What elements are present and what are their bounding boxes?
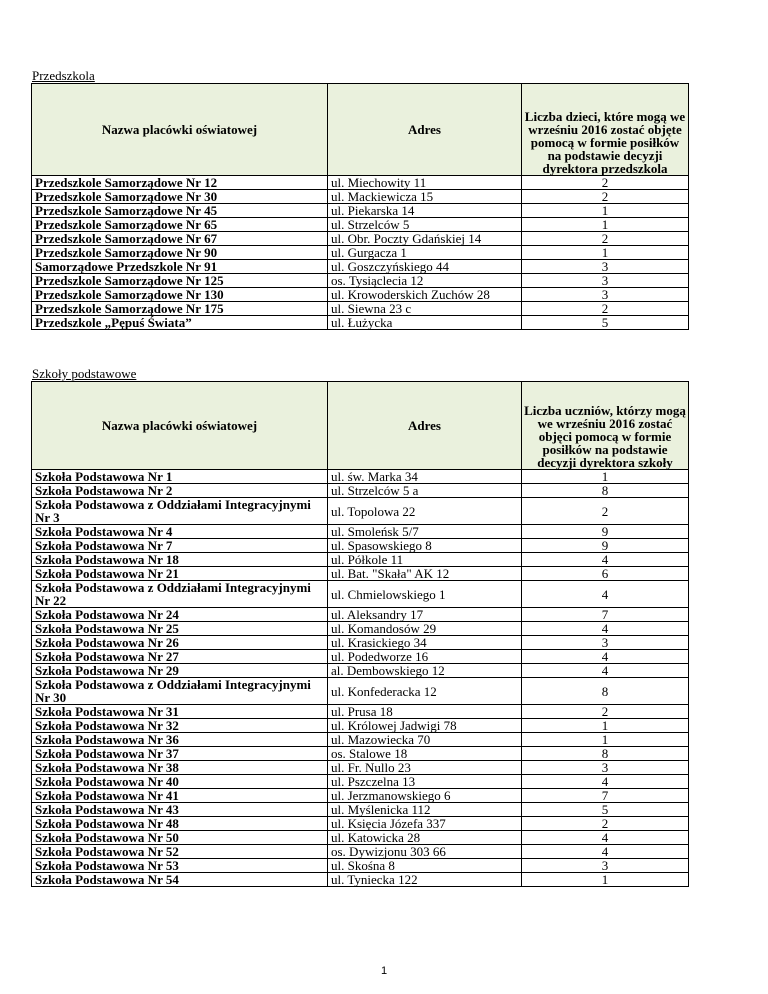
school-name-cell: Przedszkole Samorządowe Nr 90 bbox=[32, 246, 328, 260]
school-name-cell: Szkoła Podstawowa Nr 27 bbox=[32, 650, 328, 664]
address-cell: os. Tysiąclecia 12 bbox=[328, 274, 522, 288]
count-cell: 1 bbox=[522, 733, 689, 747]
school-name-cell: Przedszkole Samorządowe Nr 12 bbox=[32, 176, 328, 190]
count-cell: 3 bbox=[522, 260, 689, 274]
school-name-cell: Szkoła Podstawowa Nr 50 bbox=[32, 831, 328, 845]
table-row bbox=[32, 664, 689, 678]
table-row bbox=[32, 218, 689, 232]
count-cell: 5 bbox=[522, 316, 689, 330]
address-cell: ul. Piekarska 14 bbox=[328, 204, 522, 218]
address-cell: ul. Mazowiecka 70 bbox=[328, 733, 522, 747]
address-cell: ul. Fr. Nullo 23 bbox=[328, 761, 522, 775]
address-cell: ul. św. Marka 34 bbox=[328, 470, 522, 484]
address-cell: ul. Komandosów 29 bbox=[328, 622, 522, 636]
address-cell: os. Stalowe 18 bbox=[328, 747, 522, 761]
address-cell: ul. Myślenicka 112 bbox=[328, 803, 522, 817]
count-cell: 3 bbox=[522, 636, 689, 650]
count-cell: 4 bbox=[522, 553, 689, 567]
table-row bbox=[32, 176, 689, 190]
school-name-cell: Szkoła Podstawowa Nr 40 bbox=[32, 775, 328, 789]
column-header-address: Adres bbox=[328, 382, 522, 470]
table-row bbox=[32, 525, 689, 539]
address-cell: ul. Pszczelna 13 bbox=[328, 775, 522, 789]
table-row bbox=[32, 260, 689, 274]
school-name-cell: Przedszkole Samorządowe Nr 130 bbox=[32, 288, 328, 302]
address-cell: ul. Podedworze 16 bbox=[328, 650, 522, 664]
count-cell: 4 bbox=[522, 650, 689, 664]
count-cell: 3 bbox=[522, 761, 689, 775]
address-cell: ul. Krasickiego 34 bbox=[328, 636, 522, 650]
address-cell: ul. Królowej Jadwigi 78 bbox=[328, 719, 522, 733]
school-name-cell: Szkoła Podstawowa Nr 36 bbox=[32, 733, 328, 747]
table-row bbox=[32, 789, 689, 803]
count-cell: 8 bbox=[522, 484, 689, 498]
school-name-cell: Przedszkole Samorządowe Nr 30 bbox=[32, 190, 328, 204]
address-cell: ul. Spasowskiego 8 bbox=[328, 539, 522, 553]
school-name-cell: Szkoła Podstawowa Nr 43 bbox=[32, 803, 328, 817]
table-row bbox=[32, 803, 689, 817]
school-name-cell: Szkoła Podstawowa Nr 25 bbox=[32, 622, 328, 636]
table-row bbox=[32, 567, 689, 581]
school-name-cell: Szkoła Podstawowa Nr 38 bbox=[32, 761, 328, 775]
address-cell: ul. Bat. "Skała" AK 12 bbox=[328, 567, 522, 581]
primary-school-table bbox=[31, 381, 689, 887]
table-row bbox=[32, 302, 689, 316]
address-cell: ul. Jerzmanowskiego 6 bbox=[328, 789, 522, 803]
table-row bbox=[32, 859, 689, 873]
section-title-przedszkola: Przedszkola bbox=[32, 68, 95, 83]
table-row bbox=[32, 288, 689, 302]
school-name-cell: Szkoła Podstawowa Nr 4 bbox=[32, 525, 328, 539]
count-cell: 4 bbox=[522, 831, 689, 845]
address-cell: ul. Aleksandry 17 bbox=[328, 608, 522, 622]
count-cell: 8 bbox=[522, 678, 689, 705]
table-row bbox=[32, 733, 689, 747]
table-row bbox=[32, 622, 689, 636]
count-cell: 4 bbox=[522, 622, 689, 636]
count-cell: 7 bbox=[522, 608, 689, 622]
address-cell: ul. Siewna 23 c bbox=[328, 302, 522, 316]
school-name-cell: Szkoła Podstawowa z Oddziałami Integracyjnymi Nr 3 bbox=[32, 498, 328, 525]
count-cell: 9 bbox=[522, 539, 689, 553]
count-cell: 7 bbox=[522, 789, 689, 803]
address-cell: ul. Strzelców 5 a bbox=[328, 484, 522, 498]
count-cell: 4 bbox=[522, 664, 689, 678]
count-cell: 2 bbox=[522, 705, 689, 719]
table-row bbox=[32, 705, 689, 719]
address-cell: ul. Obr. Poczty Gdańskiej 14 bbox=[328, 232, 522, 246]
count-cell: 6 bbox=[522, 567, 689, 581]
school-name-cell: Szkoła Podstawowa Nr 1 bbox=[32, 470, 328, 484]
school-name-cell: Szkoła Podstawowa Nr 32 bbox=[32, 719, 328, 733]
address-cell: ul. Topolowa 22 bbox=[328, 498, 522, 525]
count-cell: 1 bbox=[522, 470, 689, 484]
table-row bbox=[32, 470, 689, 484]
table-row bbox=[32, 581, 689, 608]
count-cell: 2 bbox=[522, 817, 689, 831]
school-name-cell: Szkoła Podstawowa Nr 26 bbox=[32, 636, 328, 650]
address-cell: ul. Gurgacza 1 bbox=[328, 246, 522, 260]
address-cell: al. Dembowskiego 12 bbox=[328, 664, 522, 678]
table-row bbox=[32, 553, 689, 567]
table-row bbox=[32, 636, 689, 650]
school-name-cell: Przedszkole Samorządowe Nr 65 bbox=[32, 218, 328, 232]
column-header-address: Adres bbox=[328, 84, 522, 176]
column-header-name: Nazwa placówki oświatowej bbox=[32, 382, 328, 470]
school-name-cell: Przedszkole Samorządowe Nr 67 bbox=[32, 232, 328, 246]
school-name-cell: Szkoła Podstawowa z Oddziałami Integracyjnymi Nr 22 bbox=[32, 581, 328, 608]
kindergarten-table bbox=[31, 83, 689, 330]
table-row bbox=[32, 761, 689, 775]
table-row bbox=[32, 873, 689, 887]
count-cell: 1 bbox=[522, 719, 689, 733]
address-cell: ul. Półkole 11 bbox=[328, 553, 522, 567]
kindergarten-rows bbox=[32, 176, 689, 330]
table-row bbox=[32, 817, 689, 831]
address-cell: ul. Goszczyńskiego 44 bbox=[328, 260, 522, 274]
table-row bbox=[32, 747, 689, 761]
column-header-name: Nazwa placówki oświatowej bbox=[32, 84, 328, 176]
address-cell: ul. Tyniecka 122 bbox=[328, 873, 522, 887]
school-name-cell: Szkoła Podstawowa Nr 37 bbox=[32, 747, 328, 761]
school-name-cell: Przedszkole Samorządowe Nr 45 bbox=[32, 204, 328, 218]
address-cell: ul. Strzelców 5 bbox=[328, 218, 522, 232]
table-row bbox=[32, 719, 689, 733]
primary-school-rows bbox=[32, 470, 689, 887]
table-row bbox=[32, 831, 689, 845]
address-cell: ul. Mackiewicza 15 bbox=[328, 190, 522, 204]
count-cell: 9 bbox=[522, 525, 689, 539]
table-row bbox=[32, 498, 689, 525]
table-row bbox=[32, 232, 689, 246]
school-name-cell: Szkoła Podstawowa Nr 18 bbox=[32, 553, 328, 567]
count-cell: 1 bbox=[522, 218, 689, 232]
address-cell: ul. Prusa 18 bbox=[328, 705, 522, 719]
table-row bbox=[32, 775, 689, 789]
school-name-cell: Szkoła Podstawowa Nr 31 bbox=[32, 705, 328, 719]
school-name-cell: Szkoła Podstawowa Nr 52 bbox=[32, 845, 328, 859]
school-name-cell: Przedszkole Samorządowe Nr 175 bbox=[32, 302, 328, 316]
table-row bbox=[32, 845, 689, 859]
count-cell: 4 bbox=[522, 775, 689, 789]
count-cell: 2 bbox=[522, 190, 689, 204]
table-row bbox=[32, 190, 689, 204]
column-header-count: Liczba uczniów, którzy mogą we wrześniu 2016 zostać objęci pomocą w formie posiłków na podstawie decyzji dyrektora szkoły bbox=[522, 382, 689, 470]
count-cell: 5 bbox=[522, 803, 689, 817]
address-cell: ul. Smoleńsk 5/7 bbox=[328, 525, 522, 539]
count-cell: 2 bbox=[522, 302, 689, 316]
table-row bbox=[32, 246, 689, 260]
address-cell: os. Dywizjonu 303 66 bbox=[328, 845, 522, 859]
table-row bbox=[32, 678, 689, 705]
address-cell: ul. Katowicka 28 bbox=[328, 831, 522, 845]
school-name-cell: Szkoła Podstawowa Nr 29 bbox=[32, 664, 328, 678]
school-name-cell: Szkoła Podstawowa Nr 21 bbox=[32, 567, 328, 581]
school-name-cell: Przedszkole „Pępuś Świata” bbox=[32, 316, 328, 330]
table-row bbox=[32, 539, 689, 553]
count-cell: 1 bbox=[522, 246, 689, 260]
count-cell: 2 bbox=[522, 498, 689, 525]
address-cell: ul. Łużycka bbox=[328, 316, 522, 330]
school-name-cell: Szkoła Podstawowa Nr 7 bbox=[32, 539, 328, 553]
count-cell: 8 bbox=[522, 747, 689, 761]
count-cell: 3 bbox=[522, 288, 689, 302]
school-name-cell: Szkoła Podstawowa Nr 53 bbox=[32, 859, 328, 873]
count-cell: 4 bbox=[522, 581, 689, 608]
count-cell: 3 bbox=[522, 274, 689, 288]
count-cell: 4 bbox=[522, 845, 689, 859]
school-name-cell: Przedszkole Samorządowe Nr 125 bbox=[32, 274, 328, 288]
address-cell: ul. Konfederacka 12 bbox=[328, 678, 522, 705]
section-title-szkoly-podstawowe: Szkoły podstawowe bbox=[32, 366, 137, 381]
school-name-cell: Szkoła Podstawowa z Oddziałami Integracyjnymi Nr 30 bbox=[32, 678, 328, 705]
count-cell: 2 bbox=[522, 232, 689, 246]
count-cell: 1 bbox=[522, 873, 689, 887]
school-name-cell: Szkoła Podstawowa Nr 41 bbox=[32, 789, 328, 803]
address-cell: ul. Chmielowskiego 1 bbox=[328, 581, 522, 608]
address-cell: ul. Krowoderskich Zuchów 28 bbox=[328, 288, 522, 302]
table-row bbox=[32, 608, 689, 622]
address-cell: ul. Księcia Józefa 337 bbox=[328, 817, 522, 831]
table-row bbox=[32, 204, 689, 218]
column-header-count: Liczba dzieci, które mogą we wrześniu 2016 zostać objęte pomocą w formie posiłków na podstawie decyzji dyrektora przedszkola bbox=[522, 84, 689, 176]
school-name-cell: Szkoła Podstawowa Nr 48 bbox=[32, 817, 328, 831]
table-row bbox=[32, 316, 689, 330]
page-number: 1 bbox=[380, 965, 388, 977]
school-name-cell: Szkoła Podstawowa Nr 54 bbox=[32, 873, 328, 887]
count-cell: 1 bbox=[522, 204, 689, 218]
count-cell: 3 bbox=[522, 859, 689, 873]
address-cell: ul. Miechowity 11 bbox=[328, 176, 522, 190]
address-cell: ul. Skośna 8 bbox=[328, 859, 522, 873]
count-cell: 2 bbox=[522, 176, 689, 190]
school-name-cell: Samorządowe Przedszkole Nr 91 bbox=[32, 260, 328, 274]
table-row bbox=[32, 484, 689, 498]
school-name-cell: Szkoła Podstawowa Nr 2 bbox=[32, 484, 328, 498]
school-name-cell: Szkoła Podstawowa Nr 24 bbox=[32, 608, 328, 622]
table-row bbox=[32, 274, 689, 288]
table-row bbox=[32, 650, 689, 664]
